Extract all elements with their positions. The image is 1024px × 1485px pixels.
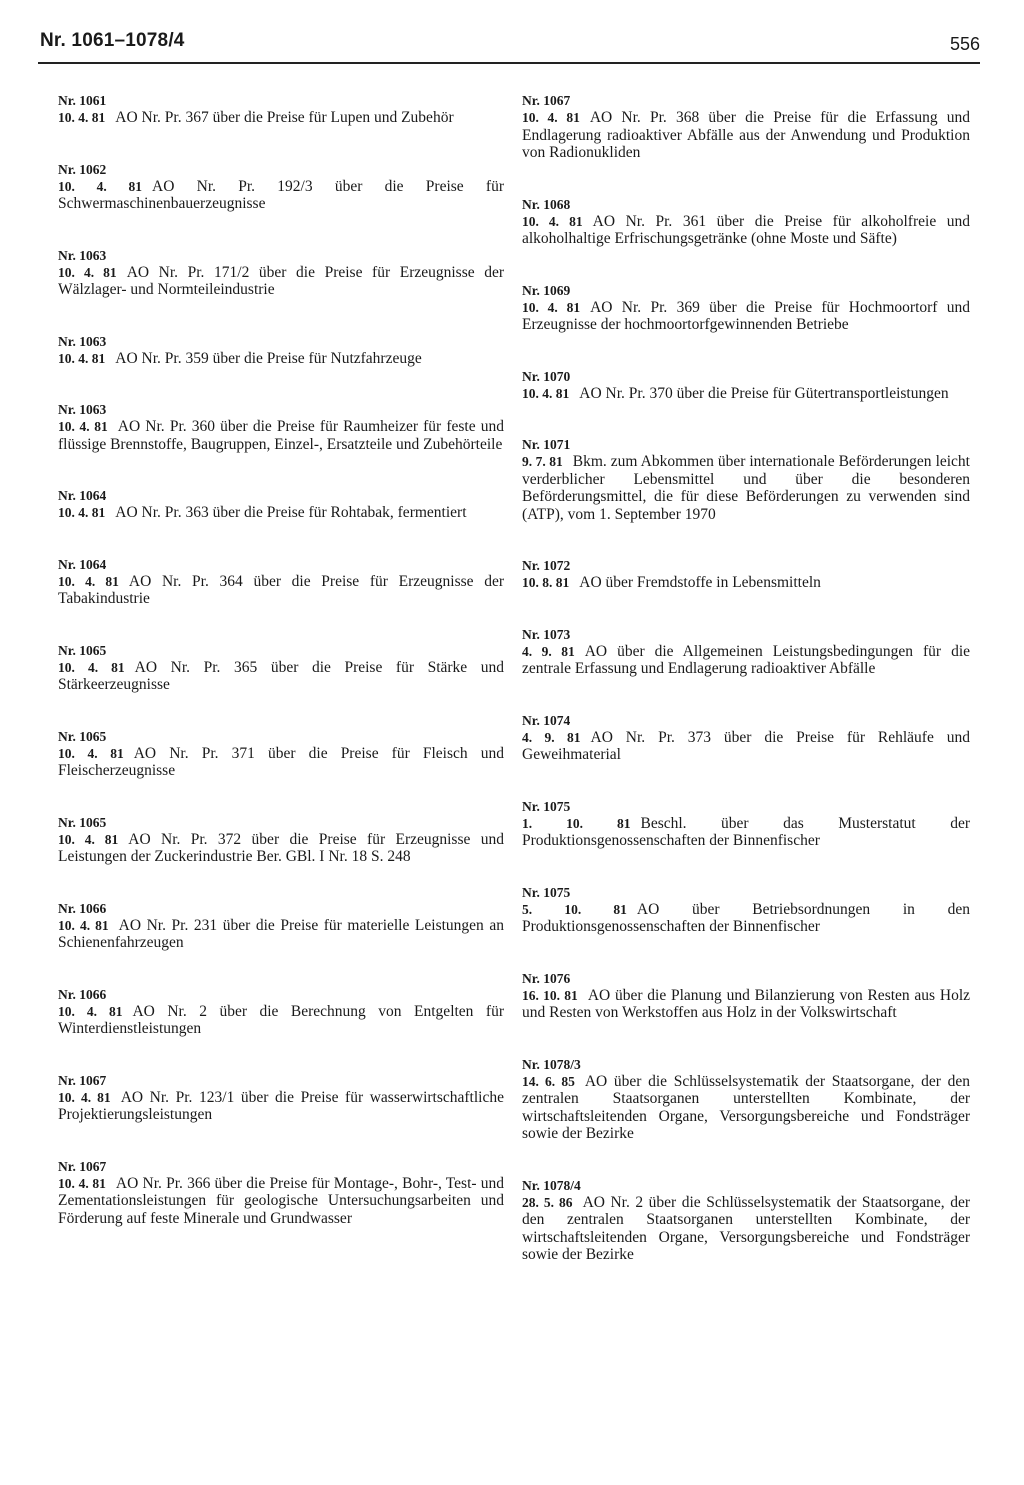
entry xyxy=(522,436,970,523)
entry-date: 10. 4. 81 xyxy=(58,1003,123,1019)
entry-number: Nr. 1061 xyxy=(58,93,107,108)
entry xyxy=(522,626,970,678)
entry-date: 10. 4. 81 xyxy=(58,917,109,933)
entry-number: Nr. 1075 xyxy=(522,884,571,900)
entry xyxy=(522,798,970,850)
entry-date: 10. 4. 81 xyxy=(522,213,583,229)
entry-text: AO über die Planung und Bilanzierung von Resten aus Holz und Resten von Werkstoffen aus Holz in der Volkswirtschaft xyxy=(522,986,970,1021)
entry-date: 4. 9. 81 xyxy=(522,643,575,659)
entry-text: AO Nr. Pr. 370 über die Preise für Gütertransportleistungen xyxy=(579,384,949,402)
entry xyxy=(58,1072,504,1124)
entry-date: 10. 4. 81 xyxy=(58,110,106,125)
entry xyxy=(58,1158,504,1228)
entry-date: 10. 4. 81 xyxy=(58,350,106,366)
entry-number: Nr. 1063 xyxy=(58,402,107,417)
entry-number: Nr. 1062 xyxy=(58,161,107,177)
entry-date: 10. 4. 81 xyxy=(522,385,570,401)
entry xyxy=(522,1056,970,1143)
entry-text: AO Nr. Pr. 372 über die Preise für Erzeugnisse und Leistungen der Zuckerindustrie Ber. GBl. I Nr. 18 S. 248 xyxy=(58,830,504,865)
entry-text: AO Nr. Pr. 360 über die Preise für Raumheizer für feste und flüssige Brennstoffe, Baugruppen, Einzel-, Ersatzteile und Zubehörteile xyxy=(58,418,504,453)
entry-text: AO über Betriebsordnungen in den Produktionsgenossenschaften der Binnenfischer xyxy=(522,900,971,935)
entry-number: Nr. 1075 xyxy=(522,798,571,814)
entry-number: Nr. 1065 xyxy=(58,642,107,658)
entry-text: AO über die Schlüsselsystematik der Staatsorgane, der den zentralen Staatsorganen unterstellten Kombinate, der wirtschaftsleitenden Organe, Versorgungsbereiche und Fondsträger sowie der Bezirke xyxy=(522,1072,970,1142)
entry xyxy=(522,557,970,592)
entry-text: AO Nr. Pr. 373 über die Preise für Rehläufe und Geweihmaterial xyxy=(522,728,970,763)
entry-text: AO Nr. Pr. 367 über die Preise für Lupen und Zubehör xyxy=(115,109,454,126)
entry xyxy=(522,1177,970,1264)
entry-date: 5. 10. 81 xyxy=(522,901,627,917)
entry xyxy=(522,92,970,162)
entry-text: AO Nr. 2 über die Schlüsselsystematik der Staatsorgane, der den zentralen Staatsorganen unterstellten Kombinate, der wirtschaftsleitenden Organe, Versorgungsbereiche und Fondsträger sowie der Bezirke xyxy=(522,1193,971,1263)
entry-text: AO Nr. Pr. 361 über die Preise für alkoholfreie und alkoholhaltige Erfrischungsgetränke (ohne Moste und Säfte) xyxy=(522,212,970,247)
entry xyxy=(58,814,504,866)
entry-text: AO Nr. Pr. 359 über die Preise für Nutzfahrzeuge xyxy=(115,349,422,367)
right-column xyxy=(522,92,970,1298)
page-title: Nr. 1061–1078/4 xyxy=(40,30,185,51)
entry xyxy=(58,728,504,780)
entry-number: Nr. 1067 xyxy=(58,1158,107,1174)
entry-number: Nr. 1067 xyxy=(58,1072,107,1088)
entry xyxy=(522,884,970,936)
entry-number: Nr. 1064 xyxy=(58,488,107,503)
entry-date: 9. 7. 81 xyxy=(522,454,563,469)
entry-text: Bkm. zum Abkommen über internationale Beförderungen leicht verderblicher Lebensmittel und über die besonderen Beförderungsmittel, die für diese Beförderungen zu verwenden sind (ATP), vom 1. September 1970 xyxy=(522,453,970,523)
entry-date: 10. 4. 81 xyxy=(58,573,119,589)
entry-text: AO über die Allgemeinen Leistungsbedingungen für die zentrale Erfassung und Endlagerung radioaktiver Abfälle xyxy=(522,642,971,677)
entry-number: Nr. 1065 xyxy=(58,728,107,744)
entry-text: Beschl. über das Musterstatut der Produktionsgenossenschaften der Binnenfischer xyxy=(522,814,970,849)
entry-number: Nr. 1073 xyxy=(522,626,571,642)
entry xyxy=(58,92,504,127)
entry-date: 10. 4. 81 xyxy=(58,745,124,761)
entry-date: 14. 6. 85 xyxy=(522,1073,575,1089)
entry xyxy=(58,247,504,299)
entry-number: Nr. 1066 xyxy=(58,986,107,1002)
entry-number: Nr. 1078/4 xyxy=(522,1177,581,1193)
entry-text: AO Nr. Pr. 365 über die Preise für Stärke und Stärkeerzeugnisse xyxy=(58,658,505,693)
entry-number: Nr. 1078/3 xyxy=(522,1056,581,1072)
entry-date: 10. 4. 81 xyxy=(58,1175,106,1191)
entry xyxy=(58,556,504,608)
entry xyxy=(522,282,970,334)
entry-number: Nr. 1065 xyxy=(58,814,107,830)
entry-text: AO Nr. Pr. 363 über die Preise für Rohtabak, fermentiert xyxy=(115,504,467,521)
entry-number: Nr. 1076 xyxy=(522,970,571,986)
entry-date: 10. 4. 81 xyxy=(58,178,142,194)
entry-text: AO über Fremdstoffe in Lebensmitteln xyxy=(579,574,821,591)
entry xyxy=(58,900,504,952)
entry-number: Nr. 1071 xyxy=(522,437,571,452)
entry xyxy=(522,970,970,1022)
entry-text: AO Nr. Pr. 231 über die Preise für materielle Leistungen an Schienenfahrzeugen xyxy=(58,916,504,951)
entry-text: AO Nr. Pr. 123/1 über die Preise für wasserwirtschaftliche Projektierungsleistungen xyxy=(58,1088,504,1123)
entry-date: 10. 8. 81 xyxy=(522,575,570,590)
entry-date: 10. 4. 81 xyxy=(58,659,125,675)
entry-date: 10. 4. 81 xyxy=(58,1089,111,1105)
entry-date: 10. 4. 81 xyxy=(58,505,106,520)
page-number: 556 xyxy=(949,34,980,54)
entry-number: Nr. 1066 xyxy=(58,900,107,916)
entry-text: AO Nr. Pr. 366 über die Preise für Montage-, Bohr-, Test- und Zementationsleistungen für geologische Untersuchungsarbeiten und Förderung auf feste Minerale und Grundwasser xyxy=(58,1174,505,1227)
entry xyxy=(58,161,504,213)
entry xyxy=(522,196,970,248)
entry-date: 16. 10. 81 xyxy=(522,987,578,1003)
entry-text: AO Nr. Pr. 368 über die Preise für die Erfassung und Endlagerung radioaktiver Abfälle aus der Anwendung und Produktion von Radionukliden xyxy=(522,109,971,161)
entry-number: Nr. 1067 xyxy=(522,93,571,108)
entry-number: Nr. 1063 xyxy=(58,247,107,263)
left-column xyxy=(58,92,504,1261)
entry-text: AO Nr. Pr. 364 über die Preise für Erzeugnisse der Tabakindustrie xyxy=(58,572,504,607)
entry xyxy=(522,712,970,764)
entry-number: Nr. 1068 xyxy=(522,196,571,212)
entry-date: 10. 4. 81 xyxy=(58,419,108,434)
entry-date: 10. 4. 81 xyxy=(58,264,117,280)
entry-text: AO Nr. Pr. 369 über die Preise für Hochmoortorf und Erzeugnisse der hochmoortorfgewinnenden Betriebe xyxy=(522,298,970,333)
entry-date: 10. 4. 81 xyxy=(58,831,119,847)
entry-date: 10. 4. 81 xyxy=(522,299,581,315)
entry-date: 28. 5. 86 xyxy=(522,1194,573,1210)
entry xyxy=(58,333,504,368)
entry-number: Nr. 1064 xyxy=(58,556,107,572)
entry-number: Nr. 1070 xyxy=(522,368,571,384)
entry-date: 4. 9. 81 xyxy=(522,729,581,745)
entry xyxy=(58,986,504,1038)
entry-date: 10. 4. 81 xyxy=(522,110,580,125)
entry-number: Nr. 1074 xyxy=(522,712,571,728)
entry xyxy=(58,401,504,453)
entry xyxy=(58,642,504,694)
entry xyxy=(522,368,970,403)
entry-text: AO Nr. Pr. 371 über die Preise für Fleisch und Fleischerzeugnisse xyxy=(58,744,505,779)
page-header xyxy=(40,30,980,60)
entry-number: Nr. 1063 xyxy=(58,333,107,349)
header-rule xyxy=(38,62,980,64)
entry-text: AO Nr. Pr. 171/2 über die Preise für Erzeugnisse der Wälzlager- und Normteileindustrie xyxy=(58,263,504,298)
entry-number: Nr. 1069 xyxy=(522,282,571,298)
entry-date: 1. 10. 81 xyxy=(522,815,631,831)
entry-number: Nr. 1072 xyxy=(522,558,571,573)
entry xyxy=(58,487,504,522)
entry-text: AO Nr. Pr. 192/3 über die Preise für Schwermaschinenbauerzeugnisse xyxy=(58,177,505,212)
entry-text: AO Nr. 2 über die Berechnung von Entgelten für Winterdienstleistungen xyxy=(58,1002,504,1037)
